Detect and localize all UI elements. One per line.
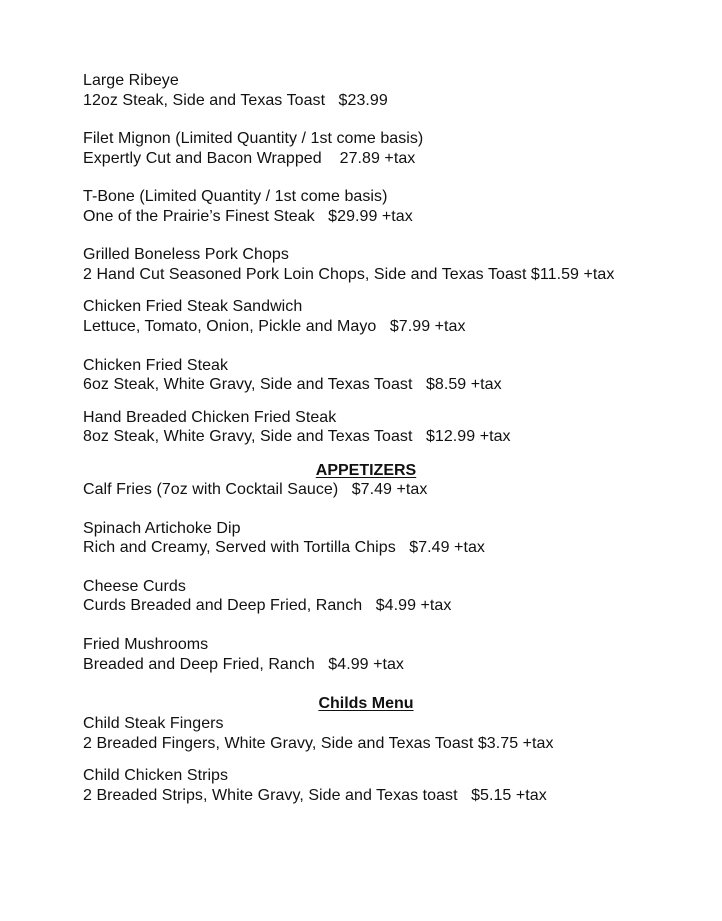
menu-item-description: 2 Breaded Fingers, White Gravy, Side and Texas Toast $3.75 +tax <box>83 735 554 752</box>
menu-item-name: Large Ribeye <box>83 72 179 89</box>
menu-item-description: Expertly Cut and Bacon Wrapped 27.89 +tax <box>83 150 416 167</box>
menu-item-description: 2 Breaded Strips, White Gravy, Side and Texas toast $5.15 +tax <box>83 787 547 804</box>
menu-item-description: Curds Breaded and Deep Fried, Ranch $4.99 +tax <box>83 597 452 614</box>
menu-item-description: Breaded and Deep Fried, Ranch $4.99 +tax <box>83 656 404 673</box>
menu-item-name: Chicken Fried Steak Sandwich <box>83 298 303 315</box>
childs-menu-heading: Childs Menu <box>318 695 414 712</box>
menu-item-description: One of the Prairie’s Finest Steak $29.99 +tax <box>83 208 413 225</box>
menu-item-name: Filet Mignon (Limited Quantity / 1st come basis) <box>83 130 424 147</box>
menu-item-name: Hand Breaded Chicken Fried Steak <box>83 409 337 426</box>
menu-item-description: Rich and Creamy, Served with Tortilla Chips $7.49 +tax <box>83 539 485 556</box>
menu-item-name: Grilled Boneless Pork Chops <box>83 246 289 263</box>
menu-item-name: Child Steak Fingers <box>83 715 224 732</box>
menu-item-name: Chicken Fried Steak <box>83 357 229 374</box>
menu-item-description: 2 Hand Cut Seasoned Pork Loin Chops, Side and Texas Toast $11.59 +tax <box>83 266 615 283</box>
menu-item-description: Lettuce, Tomato, Onion, Pickle and Mayo $7.99 +tax <box>83 318 466 335</box>
menu-item-description: 12oz Steak, Side and Texas Toast $23.99 <box>83 92 388 109</box>
menu-item-name: Fried Mushrooms <box>83 636 209 653</box>
menu-item-name: Calf Fries (7oz with Cocktail Sauce) $7.49 +tax <box>83 481 428 498</box>
menu-item-name: Spinach Artichoke Dip <box>83 520 241 537</box>
menu-item-name: T-Bone (Limited Quantity / 1st come basis) <box>83 188 388 205</box>
menu-item-description: 8oz Steak, White Gravy, Side and Texas Toast $12.99 +tax <box>83 428 511 445</box>
appetizers-heading: APPETIZERS <box>315 462 417 479</box>
menu-item-name: Child Chicken Strips <box>83 767 229 784</box>
menu-item-description: 6oz Steak, White Gravy, Side and Texas Toast $8.59 +tax <box>83 376 502 393</box>
menu-item-name: Cheese Curds <box>83 578 186 595</box>
